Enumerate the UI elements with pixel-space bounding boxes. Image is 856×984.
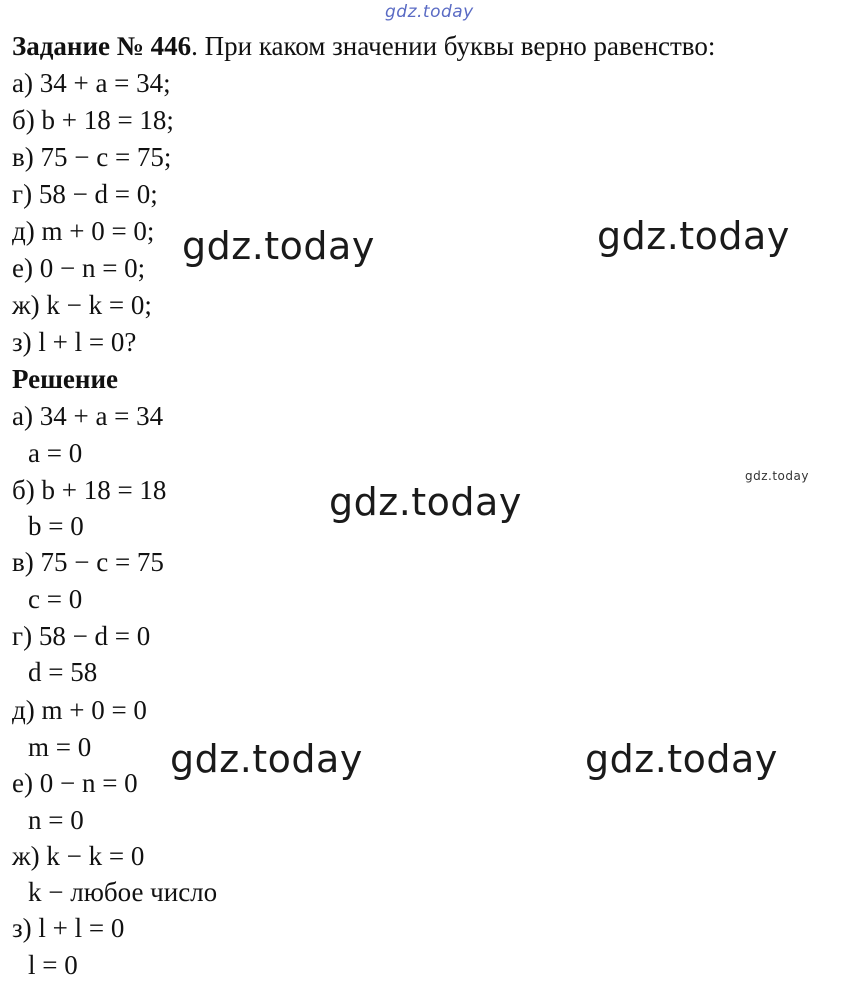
solution-answer: b = 0	[28, 511, 84, 541]
task-title	[12, 30, 715, 62]
task-item: е) 0 − n = 0;	[12, 253, 146, 283]
solution-line: ж) k − k = 0	[12, 841, 145, 871]
task-item: з) l + l = 0?	[12, 327, 137, 357]
task-item: б) b + 18 = 18;	[12, 105, 174, 135]
solution-line: з) l + l = 0	[12, 913, 125, 943]
watermark-small-right: gdz.today	[745, 469, 809, 483]
solution-line: д) m + 0 = 0	[12, 695, 147, 725]
solution-answer: m = 0	[28, 732, 92, 762]
solution-answer: d = 58	[28, 657, 98, 687]
task-item: ж) k − k = 0;	[12, 290, 152, 320]
task-item: а) 34 + a = 34;	[12, 68, 171, 98]
task-question: . При каком значении буквы верно равенство:	[191, 31, 716, 61]
solution-line: г) 58 − d = 0	[12, 621, 151, 651]
solution-answer: k − любое число	[28, 877, 218, 907]
solution-line: а) 34 + a = 34	[12, 401, 164, 431]
solution-answer: l = 0	[28, 950, 78, 980]
watermark-center: gdz.today	[329, 480, 522, 524]
watermark-top: gdz.today	[385, 2, 474, 22]
watermark-lower-left: gdz.today	[170, 737, 363, 781]
watermark-lower-right: gdz.today	[585, 737, 778, 781]
task-label: Задание № 446	[12, 31, 192, 61]
solution-answer: n = 0	[28, 805, 84, 835]
solution-line: е) 0 − n = 0	[12, 768, 138, 798]
solution-heading: Решение	[12, 364, 118, 394]
watermark-mid-right: gdz.today	[597, 214, 790, 258]
solution-line: б) b + 18 = 18	[12, 475, 167, 505]
solution-answer: c = 0	[28, 584, 83, 614]
task-item: в) 75 − c = 75;	[12, 142, 172, 172]
task-item: д) m + 0 = 0;	[12, 216, 155, 246]
task-item: г) 58 − d = 0;	[12, 179, 158, 209]
solution-line: в) 75 − c = 75	[12, 547, 164, 577]
solution-answer: a = 0	[28, 438, 83, 468]
watermark-mid-left: gdz.today	[182, 224, 375, 268]
